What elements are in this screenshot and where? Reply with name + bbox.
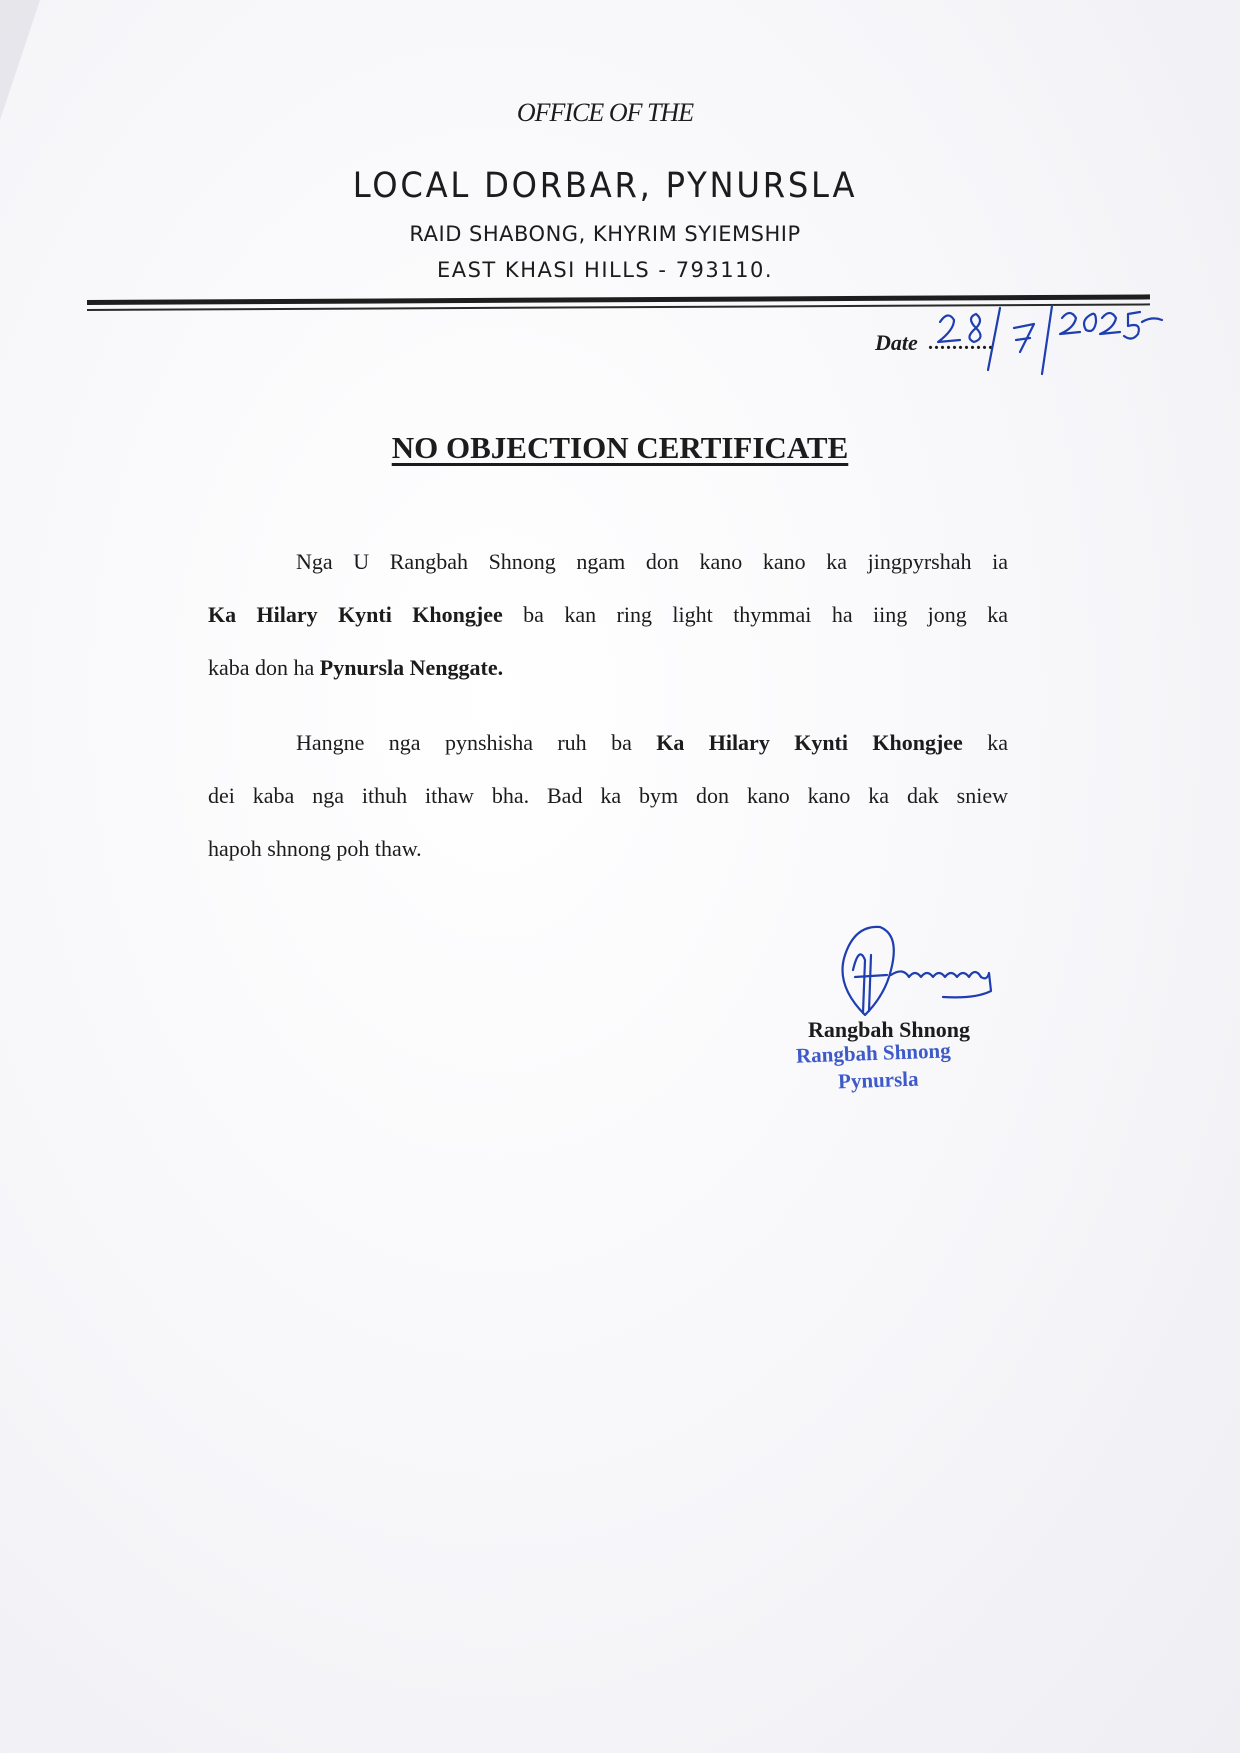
paragraph-1-line-3-text: kaba don ha [208, 655, 320, 680]
person-name-repeat: Ka Hilary Kynti Khongjee [656, 730, 963, 755]
location-name: Pynursla Nenggate. [319, 655, 504, 680]
paragraph-2-line-2: dei kaba nga ithuh ithaw bha. Bad ka bym don kano kano ka dak sniew [208, 783, 1008, 808]
paragraph-2-line-1-text: Hangne nga pynshisha ruh ba [296, 730, 657, 755]
paragraph-1-line-1: Nga U Rangbah Shnong ngam don kano kano ka jingpyrshah ia [296, 549, 1008, 574]
paragraph-2-line-3: hapoh shnong poh thaw. [208, 836, 422, 861]
paragraph-2 [208, 716, 1008, 875]
paragraph-1-line-3 [208, 641, 1008, 694]
paragraph-1-line-2-text: ba kan ring light thymmai ha iing jong ka [502, 602, 1008, 627]
person-name: Ka Hilary Kynti Khongjee [208, 602, 503, 627]
date-label: Date [875, 330, 918, 355]
signatory-title: Rangbah Shnong [808, 1017, 971, 1042]
stamp-line-1: Rangbah Shnong [795, 1038, 952, 1068]
paragraph-1 [208, 535, 1008, 694]
stamp-line-2: Pynursla [837, 1066, 919, 1094]
paragraph-2-line-1-rest: ka [962, 730, 1008, 755]
organization-name: LOCAL DORBAR, PYNURSLA [352, 166, 858, 206]
certificate-title: NO OBJECTION CERTIFICATE [391, 430, 849, 465]
paragraph-2-line-1 [208, 716, 1008, 769]
paragraph-1-line-2 [208, 588, 1008, 641]
signature-icon [825, 915, 1025, 1025]
office-of-heading: OFFICE OF THE [516, 98, 694, 127]
address-line-1: RAID SHABONG, KHYRIM SYIEMSHIP [409, 222, 801, 246]
handwritten-date [930, 300, 1170, 390]
address-line-2: EAST KHASI HILLS - 793110. [436, 258, 774, 282]
date-dotted-line: ........... [928, 332, 994, 354]
